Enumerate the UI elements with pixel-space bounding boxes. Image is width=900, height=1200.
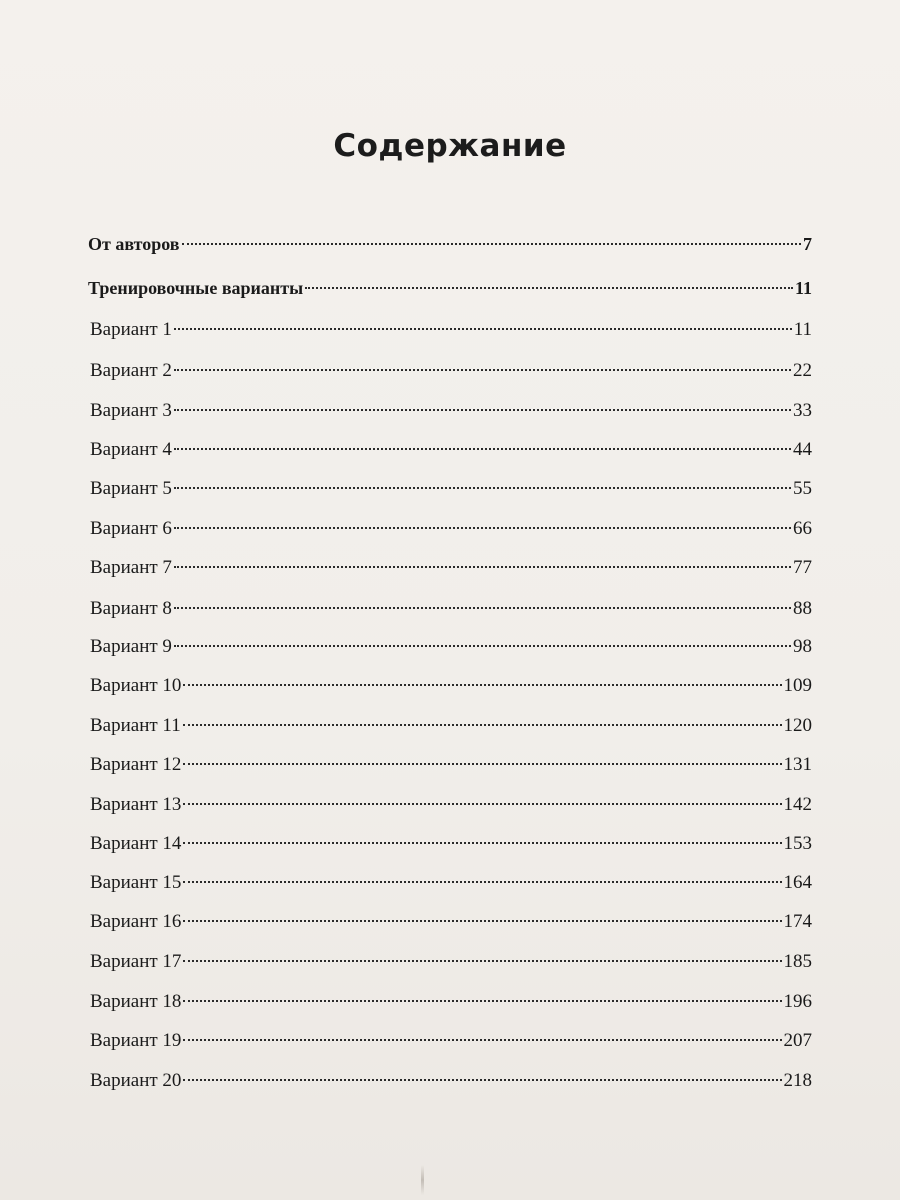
- toc-entry-page: 66: [793, 518, 812, 539]
- toc-entry-variant-10[interactable]: [90, 667, 812, 698]
- dot-leader: [174, 510, 791, 534]
- toc-entry-label: От авторов: [88, 234, 180, 254]
- dot-leader: [183, 667, 781, 691]
- dot-leader: [182, 226, 801, 250]
- toc-entry-label: Вариант 4: [90, 439, 172, 460]
- toc-entry-page: 88: [793, 598, 812, 619]
- toc-entry-label: Вариант 3: [90, 400, 172, 421]
- toc-entry-variant-20[interactable]: [90, 1062, 812, 1093]
- dot-leader: [183, 864, 781, 888]
- dot-leader: [183, 786, 781, 810]
- toc-entry-page: 218: [783, 1070, 812, 1091]
- toc-entry-variant-3[interactable]: [90, 392, 812, 423]
- toc-entry-variant-8[interactable]: [90, 590, 812, 621]
- toc-entry-label: Вариант 9: [90, 636, 172, 657]
- toc-entry-page: 55: [793, 478, 812, 499]
- toc-entry-variant-7[interactable]: [90, 549, 812, 580]
- toc-entry-label: Вариант 19: [90, 1030, 182, 1051]
- toc-entry-label: Вариант 7: [90, 557, 172, 578]
- toc-entry-label: Вариант 14: [90, 833, 182, 854]
- dot-leader: [174, 311, 792, 335]
- dot-leader: [183, 1062, 781, 1086]
- dot-leader: [183, 707, 782, 731]
- toc-entry-variant-17[interactable]: [90, 943, 812, 974]
- toc-entry-label: Вариант 13: [90, 794, 182, 815]
- toc-entry-page: 11: [793, 319, 812, 340]
- toc-entry-variant-9[interactable]: [90, 628, 812, 659]
- paper-crease-mark: [421, 1165, 424, 1195]
- dot-leader: [305, 270, 793, 294]
- toc-entry-page: 11: [794, 278, 812, 298]
- dot-leader: [174, 628, 791, 652]
- dot-leader: [174, 431, 791, 455]
- toc-entry-page: 7: [803, 234, 812, 254]
- toc-entry-variant-11[interactable]: [90, 707, 812, 738]
- toc-entry-label: Тренировочные варианты: [88, 278, 304, 298]
- toc-entry-label: Вариант 5: [90, 478, 172, 499]
- toc-entry-variant-4[interactable]: [90, 431, 812, 462]
- dot-leader: [174, 352, 791, 376]
- toc-entry-variant-19[interactable]: [90, 1022, 812, 1053]
- toc-entry-page: 33: [793, 400, 812, 421]
- toc-entry-variant-2[interactable]: [90, 352, 812, 383]
- toc-entry-page: 77: [793, 557, 812, 578]
- dot-leader: [174, 590, 791, 614]
- dot-leader: [183, 903, 781, 927]
- toc-entry-variant-12[interactable]: [90, 746, 812, 777]
- toc-entry-page: 174: [783, 911, 812, 932]
- toc-entry-page: 142: [783, 794, 812, 815]
- toc-entry-from-authors[interactable]: [88, 226, 812, 256]
- toc-entry-label: Вариант 16: [90, 911, 182, 932]
- toc-entry-variant-16[interactable]: [90, 903, 812, 934]
- toc-entry-variant-13[interactable]: [90, 786, 812, 817]
- toc-entry-page: 196: [783, 991, 812, 1012]
- toc-entry-label: Вариант 2: [90, 360, 172, 381]
- dot-leader: [183, 943, 781, 967]
- toc-entry-variant-1[interactable]: [90, 311, 812, 342]
- dot-leader: [183, 1022, 781, 1046]
- page-title: Содержание: [333, 128, 567, 164]
- toc-entry-label: Вариант 1: [90, 319, 172, 340]
- toc-entry-label: Вариант 8: [90, 598, 172, 619]
- toc-entry-variant-14[interactable]: [90, 825, 812, 856]
- toc-entry-label: Вариант 6: [90, 518, 172, 539]
- dot-leader: [183, 746, 781, 770]
- dot-leader: [183, 983, 781, 1007]
- toc-entry-page: 120: [783, 715, 812, 736]
- toc-entry-label: Вариант 15: [90, 872, 182, 893]
- toc-entry-page: 153: [783, 833, 812, 854]
- toc-entry-training-variants[interactable]: [88, 270, 812, 300]
- toc-entry-label: Вариант 20: [90, 1070, 182, 1091]
- toc-entry-variant-18[interactable]: [90, 983, 812, 1014]
- toc-entry-page: 44: [793, 439, 812, 460]
- toc-entry-page: 164: [783, 872, 812, 893]
- toc-entry-variant-6[interactable]: [90, 510, 812, 541]
- toc-entry-label: Вариант 11: [90, 715, 181, 736]
- toc-entry-label: Вариант 17: [90, 951, 182, 972]
- toc-entry-page: 185: [783, 951, 812, 972]
- toc-entry-label: Вариант 12: [90, 754, 182, 775]
- toc-entry-label: Вариант 18: [90, 991, 182, 1012]
- toc-entry-label: Вариант 10: [90, 675, 182, 696]
- dot-leader: [174, 549, 791, 573]
- toc-entry-page: 22: [793, 360, 812, 381]
- toc-entry-page: 207: [783, 1030, 812, 1051]
- toc-entry-page: 131: [783, 754, 812, 775]
- toc-entry-variant-5[interactable]: [90, 470, 812, 501]
- toc-entry-variant-15[interactable]: [90, 864, 812, 895]
- dot-leader: [183, 825, 781, 849]
- dot-leader: [174, 392, 791, 416]
- toc-entry-page: 109: [783, 675, 812, 696]
- dot-leader: [174, 470, 791, 494]
- toc-entry-page: 98: [793, 636, 812, 657]
